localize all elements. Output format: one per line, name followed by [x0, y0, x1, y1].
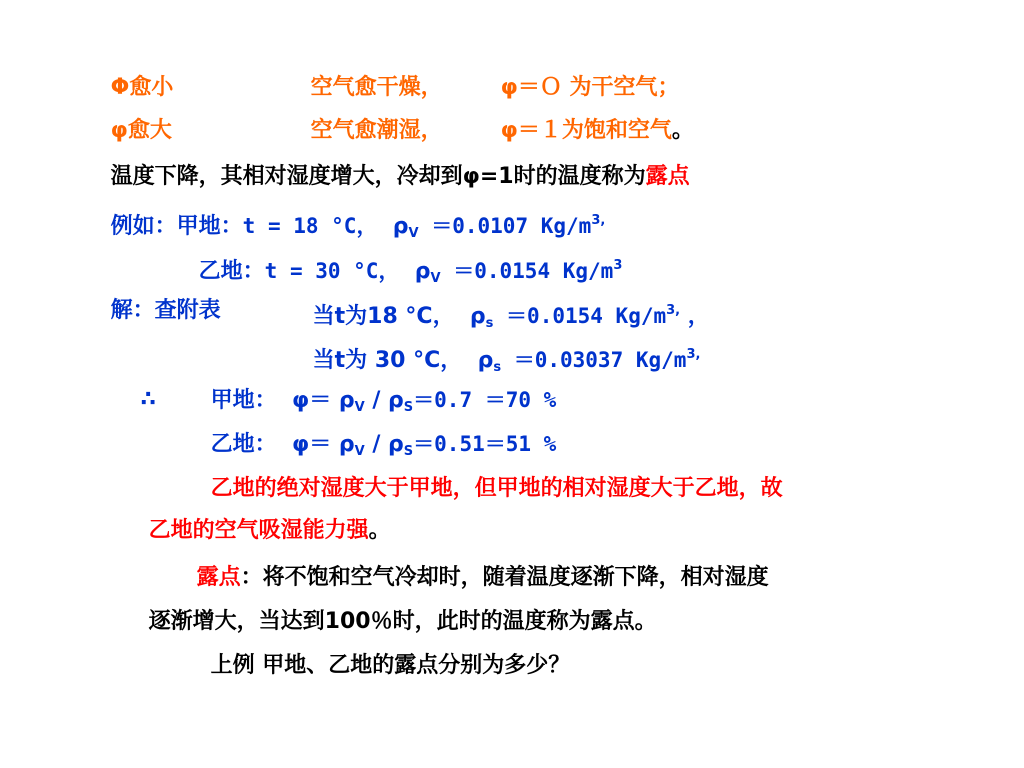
trailing-comma: ，: [680, 304, 710, 329]
temperature-a: t = 18 °C，: [242, 214, 378, 238]
air-dry-text: 空气愈干燥，: [310, 75, 443, 100]
dew-point-definition-text: 温度下降，其相对湿度增大，冷却到φ=1时的温度称为: [110, 164, 646, 189]
phi-equals: φ＝: [291, 388, 339, 413]
unit-exponent: 3: [613, 258, 623, 273]
rho-symbol: ρ: [414, 259, 431, 284]
phi-small-label: Φ愈小: [110, 75, 174, 100]
question-line: [180, 621, 570, 711]
rho-symbol: ρ: [469, 304, 486, 329]
rho-subscript: S: [403, 444, 414, 459]
rho-symbol: ρ: [338, 432, 355, 457]
phi-equals: φ＝: [291, 432, 339, 457]
period: 。: [671, 118, 694, 143]
temperature-b: t = 30 °C，: [264, 259, 400, 283]
relative-humidity-b: ＝0.51＝51 %: [413, 432, 557, 456]
rho-symbol: ρ: [388, 432, 404, 457]
dew-point-explanation-text-1: ：将不饱和空气冷却时，随着温度逐渐下降，相对湿度: [240, 565, 769, 590]
phi-large-label: φ愈大: [110, 118, 172, 143]
divide-sign: /: [364, 388, 389, 413]
place-a-label: 甲地：: [210, 388, 277, 413]
rho-subscript: s: [485, 316, 494, 331]
rho-symbol: ρ: [388, 388, 404, 413]
saturation-density-18: ＝0.0154 Kg/m: [493, 304, 667, 328]
condition-30: 当t为 30 °C，: [312, 348, 463, 373]
condition-18: 当t为18 °C，: [312, 304, 455, 329]
example-place-a-label: 例如：甲地：: [110, 214, 243, 239]
rho-subscript: V: [354, 400, 365, 415]
rho-subscript: V: [430, 271, 441, 286]
rho-subscript: V: [408, 226, 419, 241]
unit-exponent: 3,: [686, 347, 701, 362]
comparison-text-2: 乙地的空气吸湿能力强: [148, 518, 369, 543]
divide-sign: /: [364, 432, 389, 457]
density-b: ＝0.0154 Kg/m: [440, 259, 614, 283]
therefore-line: [110, 355, 156, 445]
dew-point-explanation-text-2: 逐渐增大，当达到100％时，此时的温度称为露点。: [148, 609, 657, 634]
air-humid-text: 空气愈潮湿，: [310, 118, 443, 143]
density-a: ＝0.0107 Kg/m: [418, 214, 592, 238]
relative-humidity-a: ＝0.7 ＝70 %: [413, 388, 557, 412]
saturation-density-30: ＝0.03037 Kg/m: [501, 348, 687, 372]
rho-subscript: V: [354, 444, 365, 459]
rho-subscript: S: [403, 400, 414, 415]
comparison-text-1: 乙地的绝对湿度大于甲地，但甲地的相对湿度大于乙地，故: [210, 476, 783, 501]
dew-point-term: 露点: [196, 565, 241, 590]
dew-point-term: 露点: [645, 164, 690, 189]
solution-label: 解：查附表: [110, 298, 221, 323]
period: 。: [368, 518, 391, 543]
rho-symbol: ρ: [392, 214, 409, 239]
rho-symbol: ρ: [338, 388, 355, 413]
example-place-b-label: 乙地：: [198, 259, 265, 284]
solution-label-line: [80, 266, 221, 356]
unit-exponent: 3,: [591, 213, 606, 228]
question-text: 上例 甲地、乙地的露点分别为多少？: [210, 653, 571, 678]
saturated-air-text: φ＝１为饱和空气: [500, 118, 672, 143]
rho-subscript: s: [493, 360, 502, 375]
unit-exponent: 3,: [666, 303, 681, 318]
place-b-label: 乙地：: [210, 432, 277, 457]
rho-symbol: ρ: [477, 348, 494, 373]
dry-air-text: φ＝Ｏ 为干空气；: [500, 75, 680, 100]
therefore-symbol: ∴: [140, 387, 156, 412]
